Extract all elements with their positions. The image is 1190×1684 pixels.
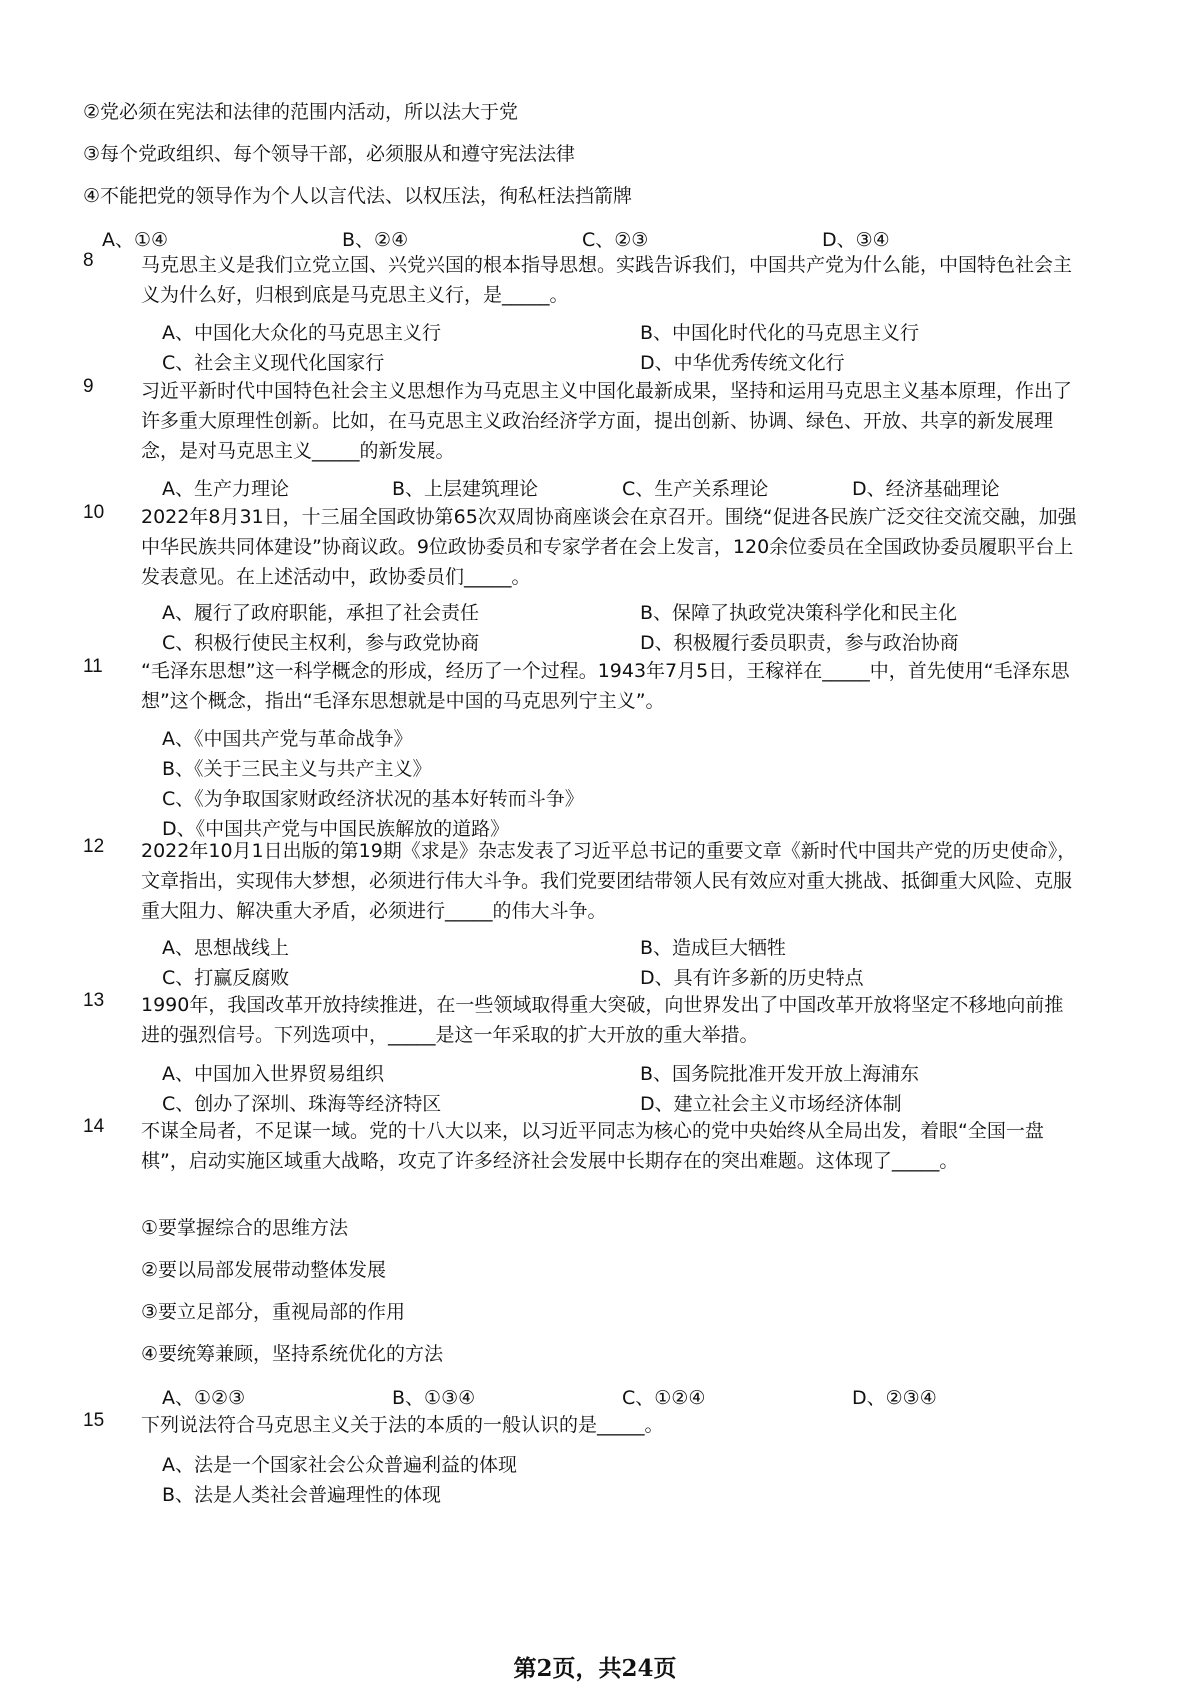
option-c: C、《为争取国家财政经济状况的基本好转而斗争》	[162, 788, 584, 810]
option-d: D、建立社会主义市场经济体制	[640, 1093, 902, 1115]
option-c: C、社会主义现代化国家行	[162, 352, 385, 374]
option-b: B、法是人类社会普遍理性的体现	[162, 1484, 442, 1506]
option-b: B、②④	[342, 229, 409, 251]
q10-options	[162, 598, 1082, 658]
option-a: A、中国化大众化的马克思主义行	[162, 322, 441, 344]
q14-options	[162, 1383, 1082, 1410]
statement-4: ④不能把党的领导作为个人以言代法、以权压法，徇私枉法挡箭牌	[83, 185, 633, 207]
q9-options	[162, 474, 1082, 501]
question-number: 12	[83, 836, 105, 857]
q13-options	[162, 1059, 1082, 1119]
page-footer: 第2页，共24页	[513, 1655, 677, 1682]
option-a: A、履行了政府职能，承担了社会责任	[162, 602, 479, 624]
question-number: 11	[83, 656, 103, 677]
question-stem: 不谋全局者，不足谋一域。党的十八大以来，以习近平同志为核心的党中央始终从全局出发，着眼“全国一盘棋”，启动实施区域重大战略，攻克了许多经济社会发展中长期存在的突出难题。这体现了_____。	[141, 1120, 1044, 1172]
question-stem: “毛泽东思想”这一科学概念的形成，经历了一个过程。1943年7月5日，王稼祥在_____中，首先使用“毛泽东思想”这个概念，指出“毛泽东思想就是中国的马克思列宁主义”。	[141, 660, 1070, 712]
option-b: B、上层建筑理论	[392, 478, 539, 500]
option-a: A、①④	[102, 229, 169, 251]
question-10	[83, 502, 1083, 592]
option-d: D、积极履行委员职责，参与政治协商	[640, 632, 959, 654]
q12-options	[162, 933, 1082, 993]
question-15	[83, 1410, 1083, 1440]
option-b: B、造成巨大牺牲	[640, 937, 787, 959]
option-a: A、法是一个国家社会公众普遍利益的体现	[162, 1454, 517, 1476]
q7-options	[102, 225, 1062, 252]
option-b: B、《关于三民主义与共产主义》	[162, 758, 432, 780]
question-number: 14	[83, 1116, 105, 1137]
option-d: D、《中国共产党与中国民族解放的道路》	[162, 818, 510, 840]
statement-4: ④要统筹兼顾，坚持系统优化的方法	[141, 1343, 444, 1365]
option-c: C、①②④	[622, 1387, 706, 1409]
statement-2: ②党必须在宪法和法律的范围内活动，所以法大于党	[83, 101, 519, 123]
question-stem: 2022年10月1日出版的第19期《求是》杂志发表了习近平总书记的重要文章《新时代中国共产党的历史使命》，文章指出，实现伟大梦想，必须进行伟大斗争。我们党要团结带领人民有效应对重大挑战、抵御重大风险、克服重大阻力、解决重大矛盾，必须进行_____的伟大斗争。	[141, 840, 1077, 922]
option-c: C、生产关系理论	[622, 478, 769, 500]
option-a: A、《中国共产党与革命战争》	[162, 728, 413, 750]
option-b: B、①③④	[392, 1387, 476, 1409]
question-stem: 马克思主义是我们立党立国、兴党兴国的根本指导思想。实践告诉我们，中国共产党为什么能，中国特色社会主义为什么好，归根到底是马克思主义行，是_____。	[141, 254, 1073, 306]
option-d: D、具有许多新的历史特点	[640, 967, 864, 989]
q11-options	[162, 724, 1082, 844]
q15-options	[162, 1450, 1082, 1510]
question-stem: 2022年8月31日，十三届全国政协第65次双周协商座谈会在京召开。围绕“促进各民族广泛交往交流交融，加强中华民族共同体建设”协商议政。9位政协委员和专家学者在会上发言，120余位委员在全国政协委员履职平台上发表意见。在上述活动中，政协委员们_____。	[141, 506, 1077, 588]
option-d: D、③④	[822, 229, 890, 251]
option-c: C、打赢反腐败	[162, 967, 290, 989]
question-number: 13	[83, 990, 105, 1011]
option-a: A、生产力理论	[162, 478, 289, 500]
option-c: C、积极行使民主权利，参与政党协商	[162, 632, 480, 654]
option-d: D、②③④	[852, 1387, 937, 1409]
question-stem: 习近平新时代中国特色社会主义思想作为马克思主义中国化最新成果，坚持和运用马克思主义基本原理，作出了许多重大原理性创新。比如，在马克思主义政治经济学方面，提出创新、协调、绿色、开放、共享的新发展理念，是对马克思主义_____的新发展。	[141, 380, 1073, 462]
statement-1: ①要掌握综合的思维方法	[141, 1217, 349, 1239]
option-a: A、中国加入世界贸易组织	[162, 1063, 384, 1085]
q8-options	[162, 318, 1082, 378]
option-d: D、中华优秀传统文化行	[640, 352, 845, 374]
option-c: C、创办了深圳、珠海等经济特区	[162, 1093, 442, 1115]
statement-2: ②要以局部发展带动整体发展	[141, 1259, 387, 1281]
question-14	[83, 1116, 1083, 1176]
option-a: A、思想战线上	[162, 937, 289, 959]
question-12	[83, 836, 1083, 926]
question-number: 15	[83, 1410, 105, 1431]
question-number: 9	[83, 376, 94, 397]
question-stem: 下列说法符合马克思主义关于法的本质的一般认识的是_____。	[141, 1414, 664, 1436]
option-b: B、保障了执政党决策科学化和民主化	[640, 602, 958, 624]
question-number: 8	[83, 250, 94, 271]
statement-3: ③每个党政组织、每个领导干部，必须服从和遵守宪法法律	[83, 143, 576, 165]
option-c: C、②③	[582, 229, 649, 251]
option-d: D、经济基础理论	[852, 478, 1000, 500]
option-b: B、国务院批准开发开放上海浦东	[640, 1063, 920, 1085]
statement-3: ③要立足部分，重视局部的作用	[141, 1301, 406, 1323]
question-9	[83, 376, 1083, 466]
question-13	[83, 990, 1083, 1050]
question-8	[83, 250, 1083, 310]
question-number: 10	[83, 502, 105, 523]
option-a: A、①②③	[162, 1387, 246, 1409]
question-11	[83, 656, 1083, 716]
option-b: B、中国化时代化的马克思主义行	[640, 322, 920, 344]
question-stem: 1990年，我国改革开放持续推进，在一些领域取得重大突破，向世界发出了中国改革开放将坚定不移地向前推进的强烈信号。下列选项中，_____是这一年采取的扩大开放的重大举措。	[141, 994, 1064, 1046]
